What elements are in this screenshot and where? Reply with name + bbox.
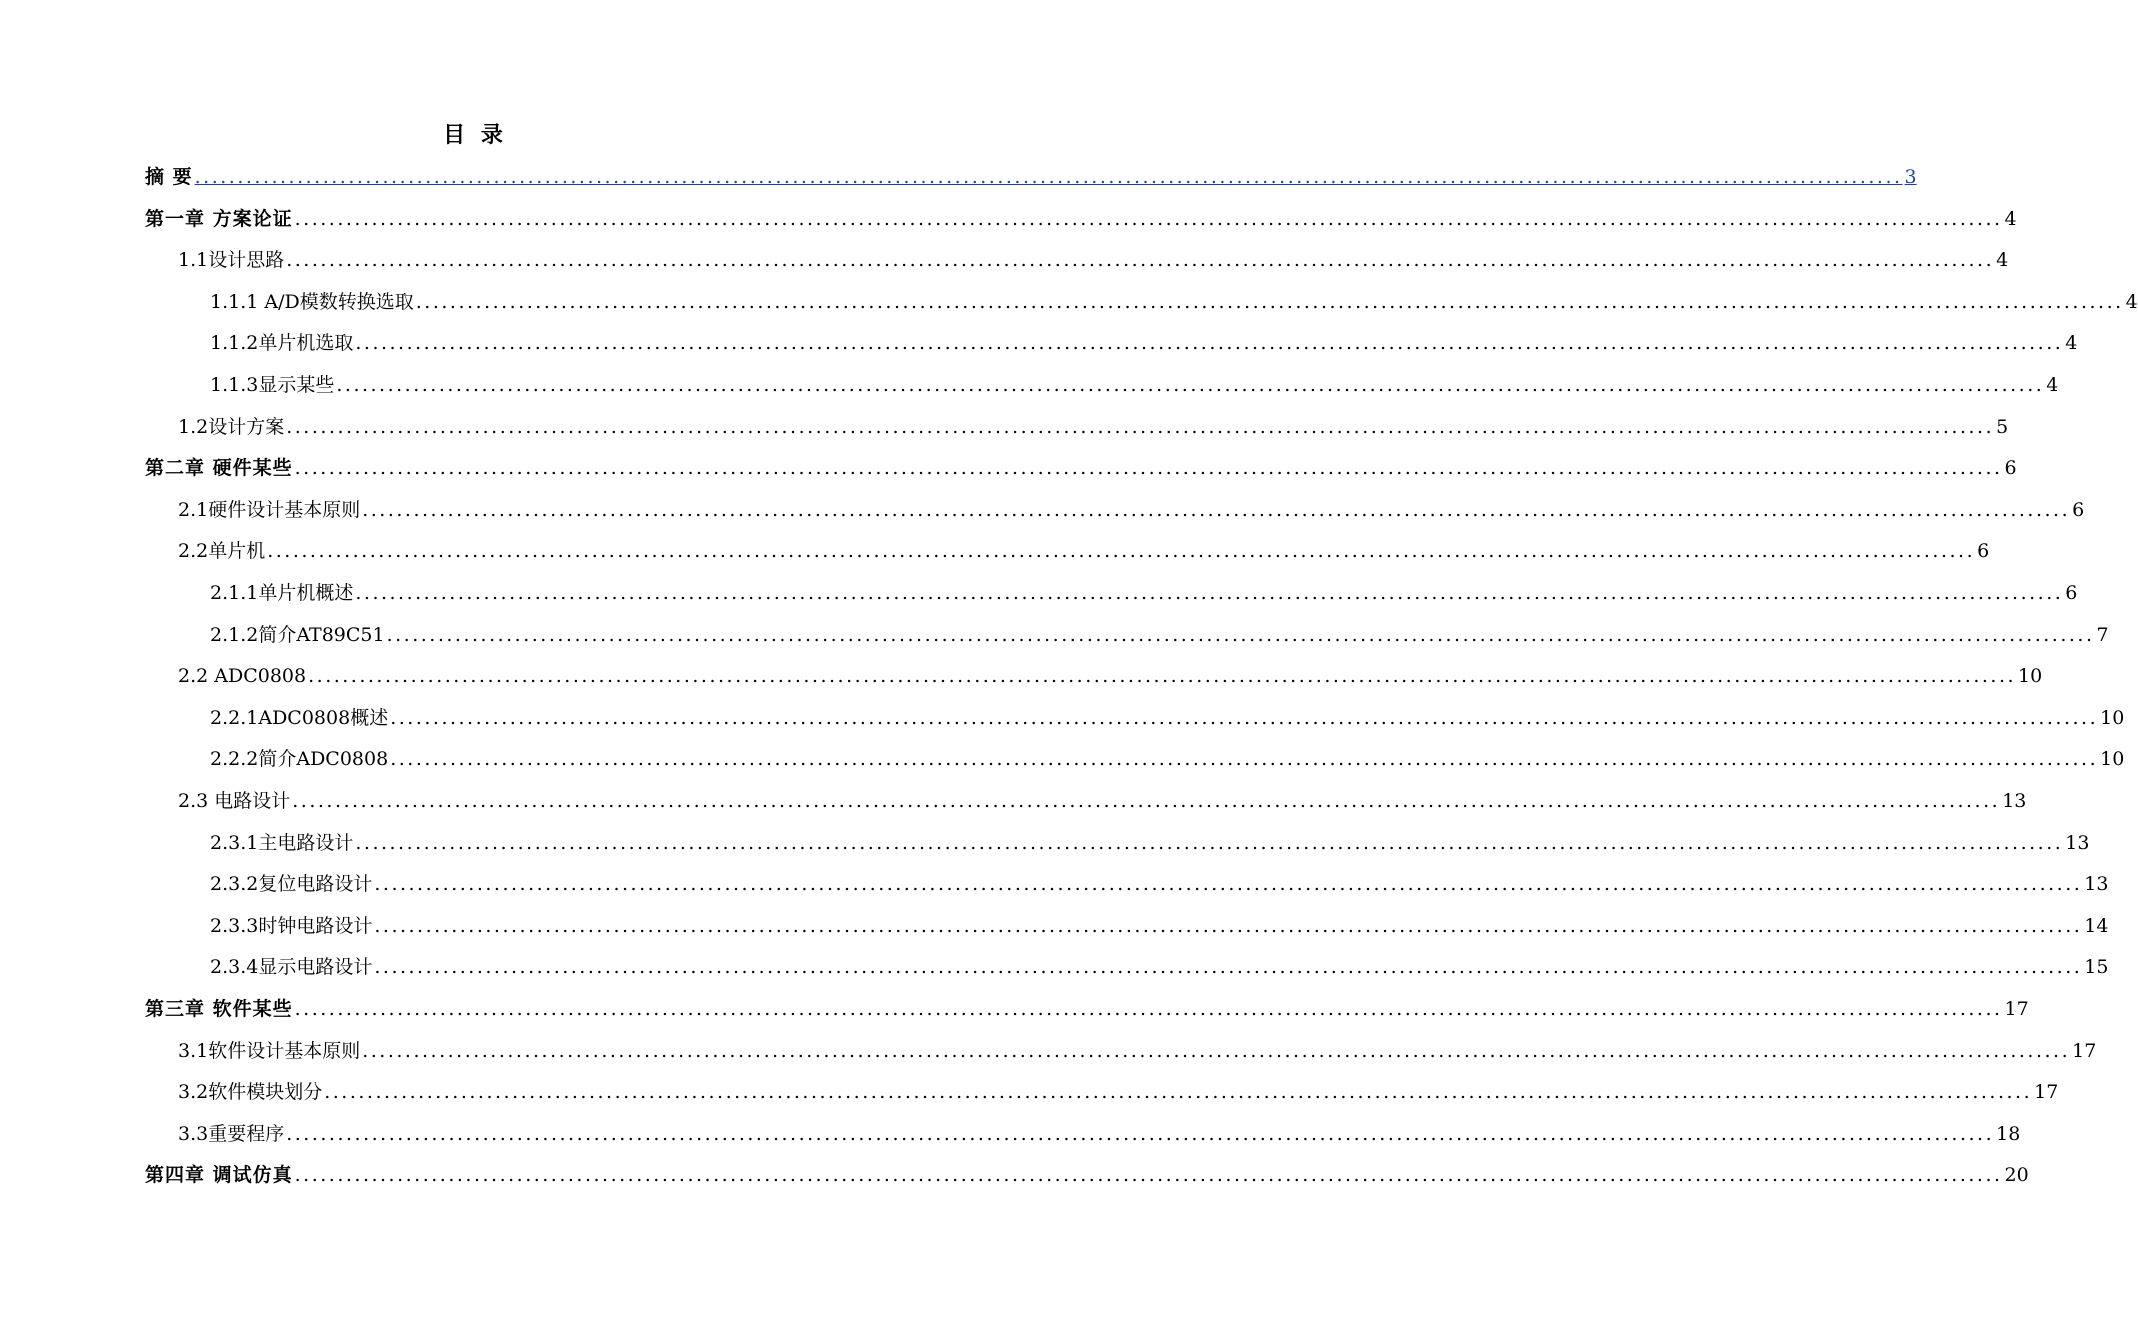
toc-entry-title: 2.3.4显示电路设计	[210, 956, 373, 978]
toc-page-number: 6	[2004, 457, 2017, 479]
toc-page-number: 7	[2096, 624, 2109, 646]
toc-leader-dots: ........................................................................................................................................................................................................	[374, 956, 2083, 978]
toc-leader-dots: ........................................................................................................................................................................................................	[267, 540, 1976, 562]
toc-entry-title: 2.3.2复位电路设计	[210, 873, 373, 895]
toc-page-number: 4	[2065, 332, 2078, 354]
toc-page-number: 6	[2065, 582, 2078, 604]
toc-leader-dots: ........................................................................................................................................................................................................	[355, 832, 2064, 854]
toc-entry-title: 3.1软件设计基本原则	[178, 1040, 361, 1062]
toc-page-number: 5	[1996, 416, 2009, 438]
toc-entry-title: 1.1设计思路	[178, 249, 285, 271]
toc-leader-dots: ........................................................................................................................................................................................................	[374, 873, 2083, 895]
toc-page-number: 18	[1996, 1123, 2021, 1145]
toc-page-number: 17	[2004, 998, 2029, 1020]
toc-entry[interactable]	[210, 952, 2109, 982]
toc-entry[interactable]	[210, 703, 2125, 733]
toc-leader-dots: ........................................................................................................................................................................................................	[390, 707, 2099, 729]
toc-entry[interactable]	[178, 412, 2009, 442]
toc-entry[interactable]	[178, 1119, 2021, 1149]
toc-entry-title: 2.1硬件设计基本原则	[178, 499, 361, 521]
toc-entry[interactable]	[145, 453, 2017, 483]
toc-entry-title: 2.3.3时钟电路设计	[210, 915, 373, 937]
toc-entry[interactable]	[178, 1036, 2097, 1066]
toc-leader-dots: ........................................................................................................................................................................................................	[374, 915, 2083, 937]
toc-entry[interactable]	[210, 370, 2059, 400]
toc-entry[interactable]	[210, 869, 2109, 899]
toc-leader-dots: ........................................................................................................................................................................................................	[386, 624, 2095, 646]
toc-leader-dots: ........................................................................................................................................................................................................	[286, 1123, 1995, 1145]
toc-page-number: 4	[2004, 208, 2017, 230]
toc-page-number: 17	[2072, 1040, 2097, 1062]
toc-page-number: 13	[2084, 873, 2109, 895]
toc-entry[interactable]	[210, 287, 2138, 317]
toc-entry-title: 2.2.2简介ADC0808	[210, 748, 389, 770]
toc-entry[interactable]	[145, 162, 1917, 192]
toc-entry[interactable]	[178, 661, 2043, 691]
toc-entry-title: 第一章 方案论证	[145, 208, 293, 230]
toc-entry-title: 2.3 电路设计	[178, 790, 291, 812]
toc-entry-title: 1.1.1 A/D模数转换选取	[210, 291, 414, 313]
toc-entry[interactable]	[210, 911, 2109, 941]
toc-leader-dots: ........................................................................................................................................................................................................	[292, 790, 2001, 812]
toc-entry-title: 3.2软件模块划分	[178, 1081, 323, 1103]
toc-leader-dots: ........................................................................................................................................................................................................	[362, 499, 2071, 521]
toc-page-number: 6	[2072, 499, 2085, 521]
toc-entry-title: 第四章 调试仿真	[145, 1164, 293, 1186]
toc-leader-dots: ........................................................................................................................................................................................................	[294, 998, 2003, 1020]
toc-entry-title: 2.2.1ADC0808概述	[210, 707, 389, 729]
toc-leader-dots: ........................................................................................................................................................................................................	[336, 374, 2045, 396]
toc-entry[interactable]	[210, 744, 2125, 774]
toc-page-number: 17	[2034, 1081, 2059, 1103]
toc-entry-title: 2.2单片机	[178, 540, 266, 562]
toc-page-number: 4	[2125, 291, 2138, 313]
page-title: 目 录	[443, 123, 507, 148]
toc-entry[interactable]	[210, 328, 2078, 358]
toc-leader-dots: ........................................................................................................................................................................................................	[294, 1164, 2003, 1186]
toc-entry-title: 1.2设计方案	[178, 416, 285, 438]
toc-entry-title: 2.2 ADC0808	[178, 665, 307, 687]
toc-leader-dots: ........................................................................................................................................................................................................	[286, 416, 1995, 438]
toc-entry[interactable]	[178, 245, 2009, 275]
toc-entry-title: 摘 要	[145, 166, 193, 188]
toc-leader-dots: ........................................................................................................................................................................................................	[294, 457, 2003, 479]
toc-page-number: 20	[2004, 1164, 2029, 1186]
toc-entry[interactable]	[178, 495, 2085, 525]
toc-leader-dots: ........................................................................................................................................................................................................	[308, 665, 2017, 687]
toc-page-number: 10	[2018, 665, 2043, 687]
toc-entry-title: 第三章 软件某些	[145, 998, 293, 1020]
toc-leader-dots: ........................................................................................................................................................................................................	[362, 1040, 2071, 1062]
toc-page-number: 4	[1996, 249, 2009, 271]
toc-entry[interactable]	[178, 1077, 2059, 1107]
toc-page-number: 10	[2100, 707, 2125, 729]
toc-leader-dots: ........................................................................................................................................................................................................	[294, 208, 2003, 230]
toc-entry[interactable]	[178, 786, 2027, 816]
toc-page-number: 3	[1904, 166, 1917, 188]
toc-entry[interactable]	[145, 1160, 2029, 1190]
toc-entry[interactable]	[210, 828, 2090, 858]
toc-page-number: 4	[2046, 374, 2059, 396]
toc-leader-dots: ........................................................................................................................................................................................................	[415, 291, 2124, 313]
toc-leader-dots: ........................................................................................................................................................................................................	[355, 332, 2064, 354]
toc-entry-title: 2.3.1主电路设计	[210, 832, 354, 854]
toc-entry-title: 3.3重要程序	[178, 1123, 285, 1145]
toc-entry[interactable]	[210, 578, 2078, 608]
toc-page-number: 14	[2084, 915, 2109, 937]
toc-entry[interactable]	[145, 994, 2029, 1024]
toc-page-number: 6	[1977, 540, 1990, 562]
toc-page-number: 13	[2002, 790, 2027, 812]
toc-leader-dots: ........................................................................................................................................................................................................	[324, 1081, 2033, 1103]
toc-leader-dots: ........................................................................................................................................................................................................	[355, 582, 2064, 604]
toc-leader-dots: ........................................................................................................................................................................................................	[390, 748, 2099, 770]
toc-entry[interactable]	[210, 620, 2109, 650]
toc-entry[interactable]	[145, 204, 2017, 234]
toc-page-number: 10	[2100, 748, 2125, 770]
toc-entry-title: 第二章 硬件某些	[145, 457, 293, 479]
toc-entry[interactable]	[178, 536, 1990, 566]
toc-leader-dots: ........................................................................................................................................................................................................	[194, 166, 1903, 188]
toc-leader-dots: ........................................................................................................................................................................................................	[286, 249, 1995, 271]
toc-entry-title: 2.1.1单片机概述	[210, 582, 354, 604]
toc-entry-title: 2.1.2简介AT89C51	[210, 624, 385, 646]
toc-entry-title: 1.1.2单片机选取	[210, 332, 354, 354]
toc-page-number: 13	[2065, 832, 2090, 854]
toc-page-number: 15	[2084, 956, 2109, 978]
toc-entry-title: 1.1.3显示某些	[210, 374, 335, 396]
